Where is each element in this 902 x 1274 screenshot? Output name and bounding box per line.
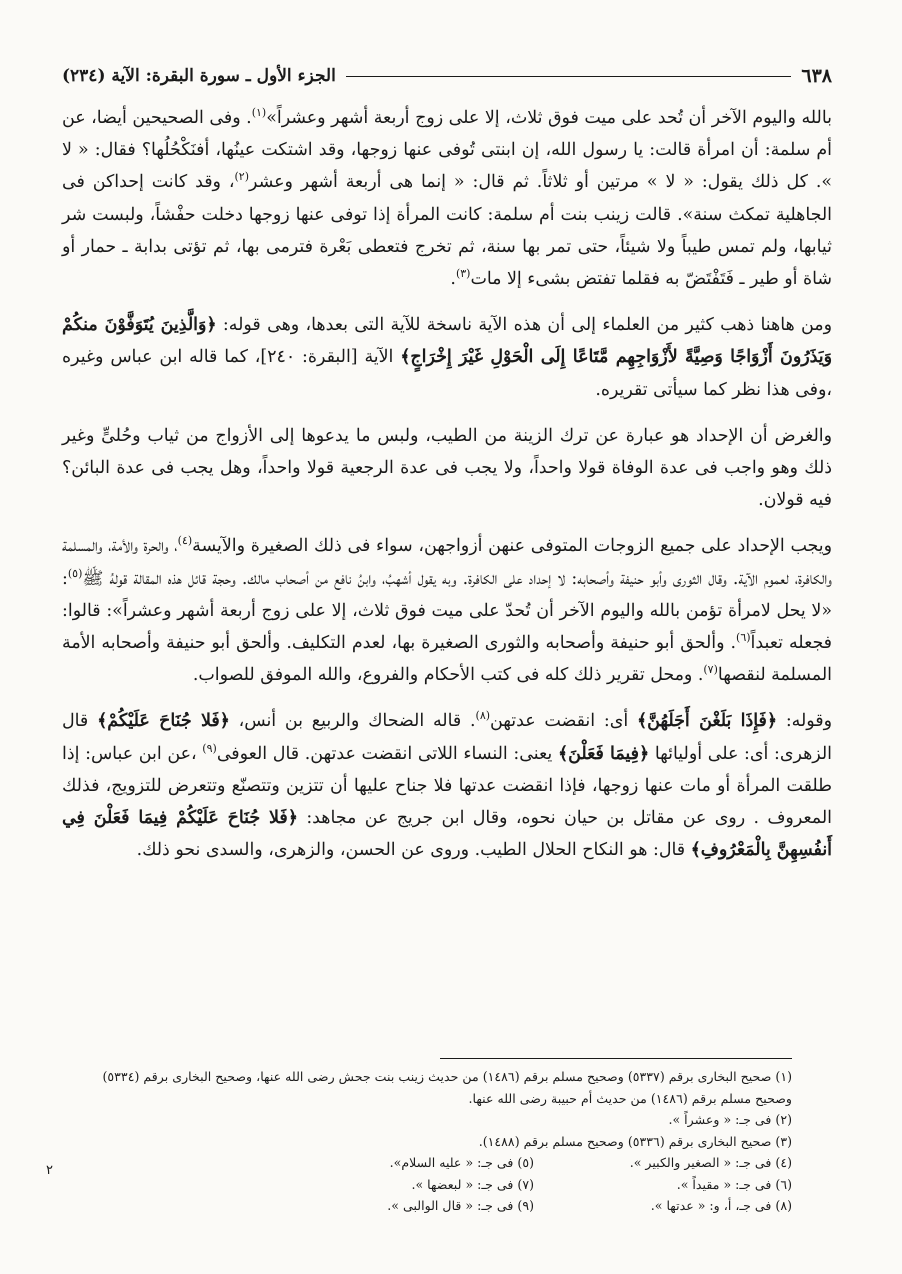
footnote-2: (٢) فى جـ: « وعشراً ». [668,1112,792,1127]
text-segment: ويجب الإحداد على جميع الزوجات المتوفى عنهن أزواجهن، سواء فى ذلك الصغيرة والآيسة [192,536,832,557]
footnote-ref: (٥) [67,566,83,580]
text-segment: قال الزهرى: أى: على أوليائها [62,711,832,764]
footnote-ref: (٤) [177,534,193,548]
footnote-rule [440,1058,792,1059]
footnote-ref: (١) [251,106,267,120]
footnote-ref: (٣) [455,267,471,281]
footnote-row-6-7 [62,1174,792,1196]
quran-quote: ﴿فَلا جُنَاحَ عَلَيْكُمْ﴾ [97,711,230,732]
footnote-3: (٣) صحيح البخارى برقم (٥٣٣٦) وصحيح مسلم برقم (١٤٨٨). [478,1133,792,1149]
footnote-ref: (٨) [475,709,491,723]
text-segment: ، والحرة والأمة، والمسلمة والكافرة، لعموم الآية. وقال الثورى وأبو حنيفة وأصحابه: لا إحداد على الكافرة. وبه يقول أشهبُ، وابنُ نافع من أصحاب مالك. وحجة قائل هذه المقالة قولهُ ﷺ [62,536,832,589]
text-segment: بالله واليوم الآخر أن تُحد على ميت فوق ثلاث، إلا على زوج أربعة أشهر وعشراً» [266,108,832,128]
text-segment: ومن هاهنا ذهب كثير من العلماء إلى أن هذه الآية ناسخة للآية التى بعدها، وهى قوله: [216,315,832,336]
text-segment: . وألحق أبو حنيفة وأصحابه والثورى الصغيرة بها، لعدم التكليف. وألحق أبو حنيفة وأصحابه الأمة المسلمة لنقصها [62,633,832,686]
footnote-ref: (٦) [736,631,751,645]
footnote-ref: (٢) [234,170,249,184]
text-segment: أى: انقضت عدتهن [490,711,637,732]
text-segment: . قاله الضحاك والربيع بن أنس، [229,711,476,732]
paragraph [62,705,832,866]
footnote-ref: (٧) [703,663,718,677]
text-segment: ،عن ابن عباس: إذا طلقت المرأة أو مات عنها زوجها، فإذا انقضت عدتها فلا جناح عليها أن تتزين وتتصنّع وتتعرض للتزويج، فذلك المعروف . روى عن مقاتل بن حيان نحوه، وقال ابن جريج عن مجاهد: [62,743,832,829]
footnote-6: (٦) فى جـ: « مقيداً ». [676,1176,792,1192]
text-segment: . وفى الصحيحين أيضا، عن أم سلمة: أن امرأة قالت: يا رسول الله، إن ابنتى تُوفى عنها زوجها، وقد اشتكت عينُها، أفنَكْحُلُها؟ فقال: « لا ». كل ذلك يقول: « لا » مرتين أو ثلاثاً. ثم قال: « إنما هى أربعة أشهر وعشر [62,108,832,193]
paragraph [62,420,832,517]
paragraph [62,309,832,406]
footnote-7: (٧) فى جـ: « لبعضها ». [411,1176,534,1192]
footnote-row-8-9 [62,1195,792,1217]
footnote-1: (١) صحيح البخارى برقم (٥٣٣٧) وصحيح مسلم برقم (١٤٨٦) من حديث زينب بنت جحش رضى الله عنها، وصحيح البخارى برقم (٥٣٣٤) وصحيح مسلم برقم (١٤٨٦) من حديث أم حبيبة رضى الله عنها. [102,1069,792,1106]
quran-quote: ﴿فَلا جُنَاحَ عَلَيْكُمْ فِيمَا فَعَلْنَ فِي أَنفُسِهِنَّ بِالْمَعْرُوفِ﴾ [62,808,832,861]
page [62,62,832,880]
footnote-row-4-5 [62,1152,792,1174]
text-segment: قال: هو النكاح الحلال الطيب. وروى عن الحسن، والزهرى، والسدى نحو ذلك. [136,840,691,861]
margin-mark: ٢ [46,1163,53,1178]
text-segment: : «لا يحل لامرأة تؤمن بالله واليوم الآخر أن تُحدّ على ميت فوق ثلاث، إلا على زوج أربعة أشهر وعشراً»: قالوا: فجعله تعبداً [62,568,832,654]
text-segment: والغرض أن الإحداد هو عبارة عن ترك الزينة من الطيب، ولبس ما يدعوها إلى الأزواج من ثياب وحُلىٍّ وغير ذلك وهو واجب فى عدة الوفاة قولا واحداً، ولا يجب فى عدة الرجعية قولا واحداً، وهل يجب فى عدة البائن؟ فيه قولان. [62,425,832,511]
quran-quote: ﴿فِيمَا فَعَلْنَ﴾ [557,743,650,764]
footnote-5: (٥) فى جـ: « عليه السلام». [389,1155,534,1170]
header-rule [346,76,792,77]
page-number: ٦٣٨ [801,65,832,87]
text-segment: الآية [البقرة: ٢٤٠]، كما قاله ابن عباس وغيره ،وفى هذا نظر كما سيأتى تقريره. [62,347,832,400]
text-segment: . ومحل تقرير ذلك كله فى كتب الأحكام والفروع، والله الموفق للصواب. [192,665,704,686]
text-segment: يعنى: النساء اللاتى انقضت عدتهن. قال العوفى [216,743,558,764]
text-segment: ، وقد كانت إحداكن فى الجاهلية تمكث سنة». قالت زينب بنت أم سلمة: كانت المرأة إذا توفى عنها زوجها دخلت حفْشاً، ولبست شر ثيابها، ولم تمس طيباً ولا شيئاً، حتى تمر بها سنة، ثم تخرج فتعطى بَعْرة فترمى بها، ثم تؤتى بدابة ـ حمار أو شاة أو طير ـ فَتَفْتَضّ به فقلما تفتض بشىء إلا مات [62,172,832,290]
main-text [62,102,832,866]
paragraph [62,102,832,295]
running-title: الجزء الأول ـ سورة البقرة: الآية (٢٣٤) [62,66,336,86]
quran-quote: ﴿وَالَّذِينَ يُتَوَفَّوْنَ منكُمْ وَيَذَرُونَ أَزْوَاجًا وَصِيَّةً لأَزْوَاجِهِم مَّتَاعًا إِلَى الْحَوْلِ غَيْرَ إِخْرَاجٍ﴾ [62,315,832,368]
footnote-ref: (٩) [202,741,217,755]
text-segment: . [450,269,456,290]
text-segment: وقوله: [777,711,832,732]
footnote-8: (٨) فى جـ، أ، و: « عدتها ». [650,1198,792,1213]
paragraph [62,530,832,691]
footnotes [62,1066,792,1217]
footnote-9: (٩) فى جـ: « قال الوالبى ». [387,1198,534,1213]
quran-quote: ﴿فَإِذَا بَلَغْنَ أَجَلَهُنَّ﴾ [636,711,778,732]
footnote-4: (٤) فى جـ: « الصغير والكبير ». [629,1155,792,1170]
running-header [62,62,832,90]
